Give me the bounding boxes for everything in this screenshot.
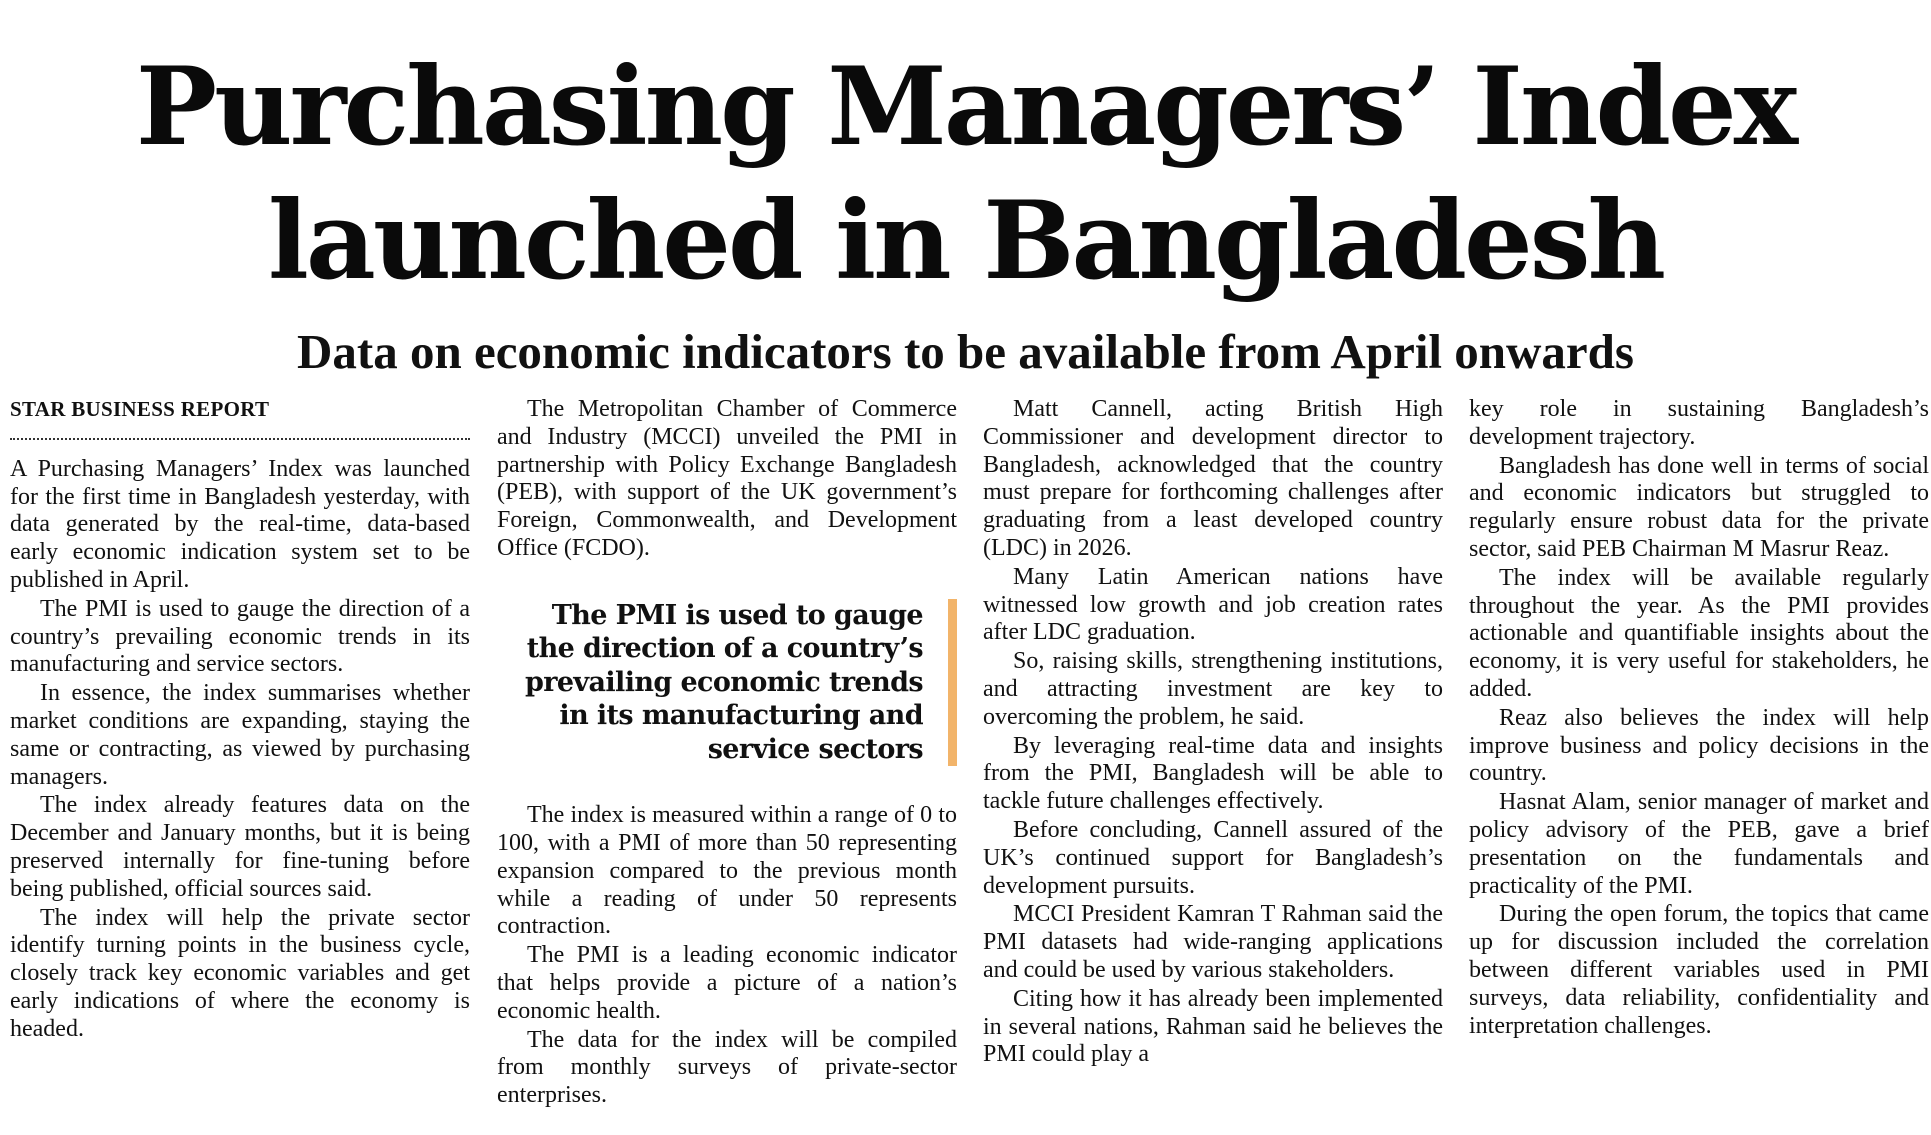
pull-quote-text: The PMI is used to gauge the direction of a country’s prevailing economic trends in its manufacturing and service sectors (524, 599, 923, 765)
paragraph: Many Latin American nations have witnessed low growth and job creation rates after LDC graduation. (983, 563, 1443, 646)
pull-quote-accent-bar (948, 599, 957, 767)
pull-quote (497, 599, 957, 767)
subheadline: Data on economic indicators to be available from April onwards (296, 324, 1635, 379)
paragraph: A Purchasing Managers’ Index was launched for the first time in Bangladesh yesterday, with data generated by the real-time, data-based early economic indication system set to be published in April. (10, 455, 470, 593)
paragraph: Hasnat Alam, senior manager of market and policy advisory of the PEB, gave a brief presentation on the fundamentals and practicality of the PMI. (1469, 789, 1929, 899)
column-2 (497, 396, 957, 1110)
paragraph: During the open forum, the topics that came up for discussion included the correlation between different variables used in PMI surveys, data reliability, confidentiality and interpretation challenges. (1469, 901, 1929, 1039)
paragraph: The data for the index will be compiled from monthly surveys of private-sector enterprises. (497, 1026, 957, 1109)
byline: STAR BUSINESS REPORT (10, 396, 470, 440)
paragraph: Bangladesh has done well in terms of social and economic indicators but struggled to regularly ensure robust data for the private sector, said PEB Chairman M Masrur Reaz. (1469, 452, 1929, 562)
paragraph: So, raising skills, strengthening institutions, and attracting investment are key to overcoming the problem, he said. (983, 648, 1443, 730)
paragraph: The index will help the private sector identify turning points in the business cycle, closely track key economic variables and get early indications of where the economy is headed. (10, 904, 470, 1042)
paragraph: The index will be available regularly throughout the year. As the PMI provides actionable and quantifiable insights about the economy, it is very useful for stakeholders, he added. (1469, 564, 1929, 702)
headline-line-1: Purchasing Managers’ Index (135, 44, 1796, 170)
paragraph: By leveraging real-time data and insights from the PMI, Bangladesh will be able to tackle future challenges effectively. (983, 732, 1443, 815)
paragraph: The PMI is a leading economic indicator that helps provide a picture of a nation’s economic health. (497, 942, 957, 1024)
paragraph: Before concluding, Cannell assured of the UK’s continued support for Bangladesh’s development pursuits. (983, 816, 1443, 899)
paragraph: MCCI President Kamran T Rahman said the PMI datasets had wide-ranging applications and could be used by various stakeholders. (983, 901, 1443, 983)
paragraph: Citing how it has already been implemented in several nations, Rahman said he believes the PMI could play a (983, 985, 1443, 1068)
paragraph: Reaz also believes the index will help improve business and policy decisions in the country. (1469, 704, 1929, 787)
headline (0, 40, 1931, 308)
column-4 (1469, 396, 1929, 1040)
paragraph: The Metropolitan Chamber of Commerce and Industry (MCCI) unveiled the PMI in partnership with Policy Exchange Bangladesh (PEB), with support of the UK government’s Foreign, Commonwealth, and Development Office (FCDO). (497, 396, 957, 561)
paragraph: Matt Cannell, acting British High Commissioner and development director to Bangladesh, acknowledged that the country must prepare for forthcoming challenges after graduating from a least developed country (LDC) in 2026. (983, 396, 1443, 561)
column-1 (10, 396, 470, 1044)
paragraph: key role in sustaining Bangladesh’s development trajectory. (1469, 396, 1929, 450)
paragraph: The index is measured within a range of 0 to 100, with a PMI of more than 50 representing expansion compared to the previous month while a reading of under 50 represents contraction. (497, 802, 957, 940)
paragraph: In essence, the index summarises whether market conditions are expanding, staying the same or contracting, as viewed by purchasing managers. (10, 680, 470, 790)
headline-line-2: launched in Bangladesh (267, 178, 1664, 304)
column-3 (983, 396, 1443, 1069)
paragraph: The PMI is used to gauge the direction of a country’s prevailing economic trends in its manufacturing and service sectors. (10, 595, 470, 678)
paragraph: The index already features data on the December and January months, but it is being preserved internally for fine-tuning before being published, official sources said. (10, 792, 470, 902)
